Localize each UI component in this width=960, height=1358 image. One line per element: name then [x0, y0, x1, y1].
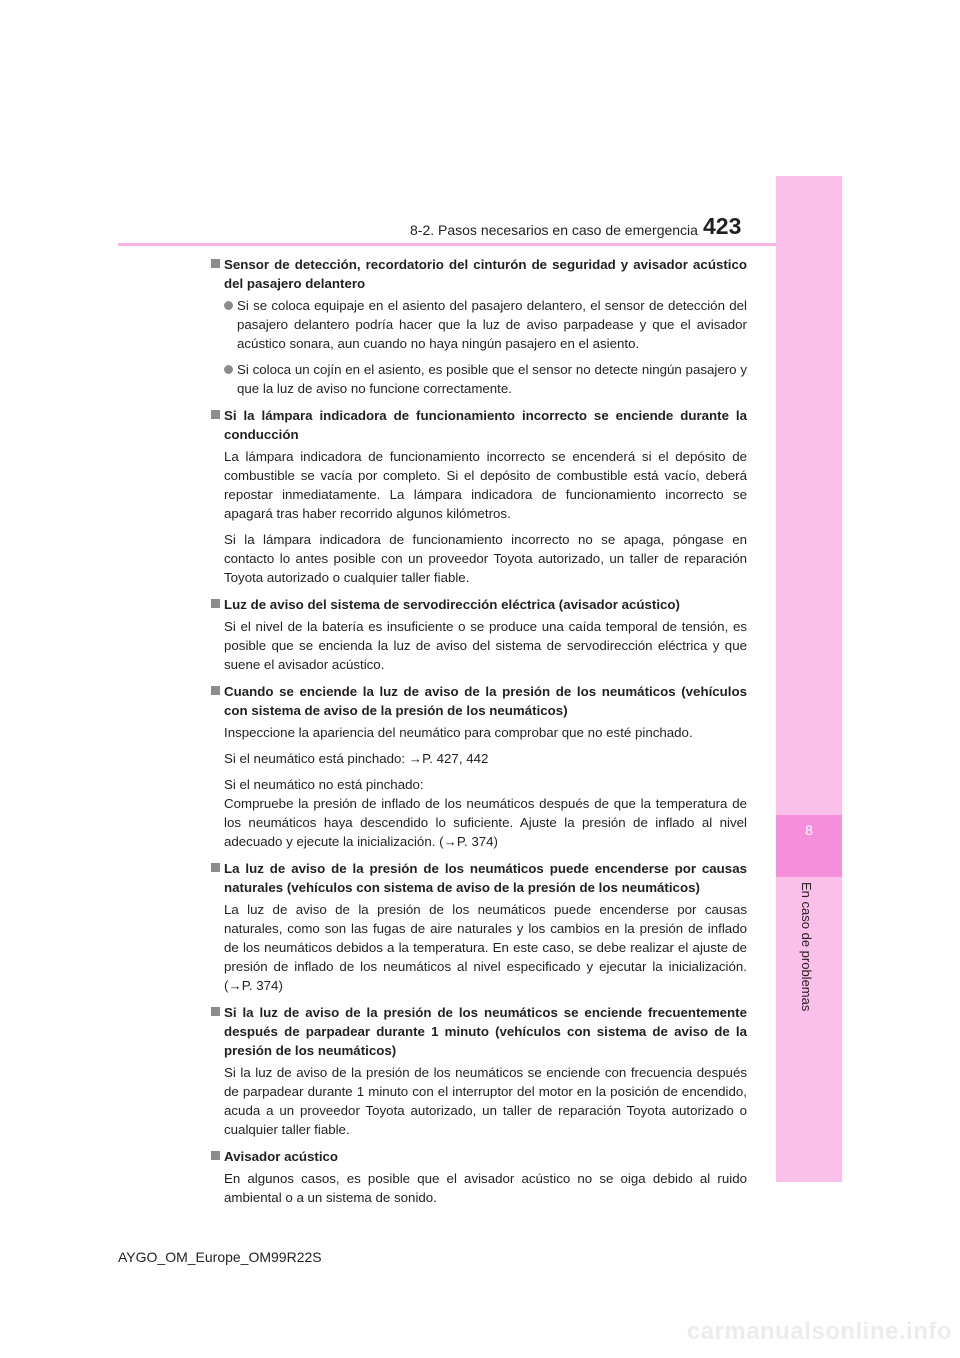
section-heading-text: La luz de aviso de la presión de los neumáticos puede encenderse por causas naturales (vehículos con sistema de aviso de la presión de los neumáticos) [224, 861, 747, 895]
section-heading-text: Avisador acústico [224, 1149, 339, 1164]
section-heading [211, 595, 747, 614]
paragraph: Inspeccione la apariencia del neumático para comprobar que no esté pinchado. [224, 725, 693, 740]
chapter-number: 8 [805, 822, 813, 838]
paragraph: La lámpara indicadora de funcionamiento incorrecto se encenderá si el depósito de combustible se vacía por completo. Si el depósito de combustible está vacío, deberá repostar inmediatamente. La lámpara indicadora de funcionamiento incorrecto se apagará tras haber recorrido algunos kilómetros. [224, 449, 747, 521]
header-rule [118, 243, 776, 246]
section-item [211, 255, 747, 398]
section-heading [211, 682, 747, 720]
watermark: carmanualsonline.info [686, 1318, 952, 1345]
page-number: 423 [703, 213, 742, 239]
section-heading-text: Si la luz de aviso de la presión de los neumáticos se enciende frecuentemente después de parpadear durante 1 minuto (vehículos con sistema de aviso de la presión de los neumáticos) [224, 1005, 747, 1058]
main-content [211, 255, 747, 1215]
paragraph: Si la lámpara indicadora de funcionamiento incorrecto no se apaga, póngase en contacto lo antes posible con un proveedor Toyota autorizado, un taller de reparación Toyota autorizado o cualquier taller fiable. [224, 532, 747, 585]
section-item [211, 1147, 747, 1207]
section-heading [211, 859, 747, 897]
square-bullet-icon [211, 410, 220, 419]
section-heading-text: Sensor de detección, recordatorio del cinturón de seguridad y avisador acústico del pasajero delantero [224, 257, 747, 291]
paragraph: Si el neumático está pinchado: →P. 427, 442 [224, 751, 489, 766]
section-item [211, 406, 747, 587]
section-heading-text: Cuando se enciende la luz de aviso de la presión de los neumáticos (vehículos con sistema de aviso de la presión de los neumáticos) [224, 684, 747, 718]
section-heading [211, 1147, 747, 1166]
square-bullet-icon [211, 1007, 220, 1016]
circle-bullet-icon [224, 301, 233, 310]
paragraph: Si la luz de aviso de la presión de los neumáticos se enciende con frecuencia después de parpadear durante 1 minuto con el interruptor del motor en la posición de encendido, acuda a un proveedor Toyota autorizado, un taller de reparación Toyota autorizado o cualquier taller fiable. [224, 1065, 747, 1137]
circle-bullet-icon [224, 365, 233, 374]
paragraph: La luz de aviso de la presión de los neumáticos puede encenderse por causas naturales, como son las fugas de aire naturales y los cambios en la presión de inflado de los neumáticos debidos a la temperatura. En este caso, se debe realizar el ajuste de presión de inflado de los neumáticos al nivel especificado y ejecutar la inicialización. (→P. 374) [224, 902, 747, 993]
square-bullet-icon [211, 686, 220, 695]
footer-doc-code: AYGO_OM_Europe_OM99R22S [118, 1249, 322, 1265]
chapter-side-tab [776, 176, 842, 1182]
section-item [211, 595, 747, 674]
bullet-item [211, 360, 747, 398]
section-item [211, 859, 747, 995]
bullet-item [211, 296, 747, 353]
section-heading [211, 1003, 747, 1060]
square-bullet-icon [211, 599, 220, 608]
square-bullet-icon [211, 259, 220, 268]
section-heading [211, 255, 747, 293]
section-item [211, 1003, 747, 1139]
section-heading-text: Si la lámpara indicadora de funcionamiento incorrecto se enciende durante la conducción [224, 408, 747, 442]
bullet-text: Si se coloca equipaje en el asiento del pasajero delantero, el sensor de detección del pasajero delantero podría hacer que la luz de aviso parpadease y que el avisador acústico sonara, aun cuando no haya ningún pasajero en el asiento. [237, 298, 747, 351]
section-title: 8-2. Pasos necesarios en caso de emergencia [410, 222, 698, 238]
bullet-text: Si coloca un cojín en el asiento, es posible que el sensor no detecte ningún pasajero y que la luz de aviso no funcione correctamente. [237, 362, 747, 396]
paragraph: Si el nivel de la batería es insuficiente o se produce una caída temporal de tensión, es posible que se encienda la luz de aviso del sistema de servodirección eléctrica y que suene el avisador acústico. [224, 619, 747, 672]
section-heading-text: Luz de aviso del sistema de servodirección eléctrica (avisador acústico) [224, 597, 680, 612]
section-item [211, 682, 747, 851]
square-bullet-icon [211, 1151, 220, 1160]
chapter-title: En caso de problemas [799, 882, 814, 1012]
section-heading [211, 406, 747, 444]
square-bullet-icon [211, 863, 220, 872]
paragraph: En algunos casos, es posible que el avisador acústico no se oiga debido al ruido ambiental o a un sistema de sonido. [224, 1171, 747, 1205]
paragraph: Si el neumático no está pinchado: Compruebe la presión de inflado de los neumáticos después de que la temperatura de los neumáticos haya descendido lo suficiente. Ajuste la presión de inflado al nivel adecuado y ejecute la inicialización. (→P. 374) [224, 777, 747, 849]
